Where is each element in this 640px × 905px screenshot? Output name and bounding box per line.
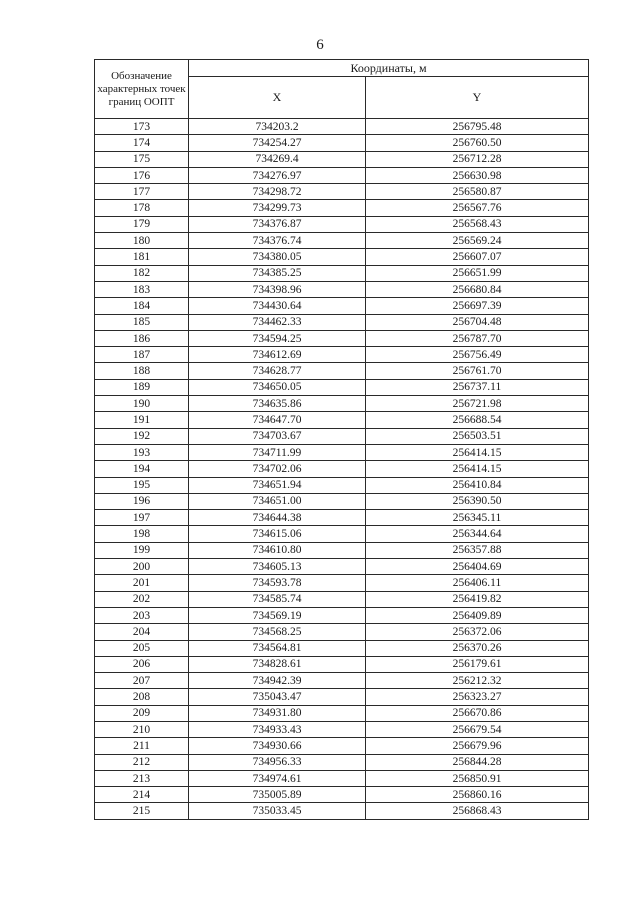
- header-coordinates: Координаты, м: [189, 60, 589, 77]
- table-row: [95, 379, 589, 395]
- cell-point-number: 181: [95, 249, 189, 265]
- cell-x: 734615.06: [189, 526, 366, 542]
- cell-point-number: 209: [95, 705, 189, 721]
- table-row: [95, 184, 589, 200]
- table-row: [95, 330, 589, 346]
- cell-x: 734298.72: [189, 184, 366, 200]
- cell-x: 734702.06: [189, 461, 366, 477]
- cell-point-number: 178: [95, 200, 189, 216]
- table-row: [95, 151, 589, 167]
- table-row: [95, 738, 589, 754]
- table-row: [95, 754, 589, 770]
- cell-x: 734711.99: [189, 444, 366, 460]
- cell-x: 734605.13: [189, 559, 366, 575]
- page-number: 6: [316, 37, 324, 53]
- cell-y: 256345.11: [366, 510, 589, 526]
- cell-y: 256844.28: [366, 754, 589, 770]
- cell-y: 256704.48: [366, 314, 589, 330]
- cell-y: 256868.43: [366, 803, 589, 819]
- cell-x: 734933.43: [189, 721, 366, 737]
- table-row: [95, 510, 589, 526]
- cell-point-number: 193: [95, 444, 189, 460]
- cell-point-number: 190: [95, 396, 189, 412]
- table-row: [95, 249, 589, 265]
- cell-y: 256721.98: [366, 396, 589, 412]
- cell-x: 734398.96: [189, 281, 366, 297]
- table-row: [95, 135, 589, 151]
- cell-point-number: 189: [95, 379, 189, 395]
- table-row: [95, 656, 589, 672]
- cell-y: 256414.15: [366, 444, 589, 460]
- cell-point-number: 198: [95, 526, 189, 542]
- cell-point-number: 212: [95, 754, 189, 770]
- table-row: [95, 461, 589, 477]
- cell-x: 734650.05: [189, 379, 366, 395]
- cell-point-number: 200: [95, 559, 189, 575]
- header-point-designation: Обозначение характерных точек границ ООПТ: [95, 60, 189, 119]
- table-row: [95, 167, 589, 183]
- table-row: [95, 526, 589, 542]
- cell-y: 256344.64: [366, 526, 589, 542]
- cell-point-number: 199: [95, 542, 189, 558]
- cell-point-number: 179: [95, 216, 189, 232]
- cell-y: 256212.32: [366, 673, 589, 689]
- cell-x: 734635.86: [189, 396, 366, 412]
- cell-y: 256414.15: [366, 461, 589, 477]
- cell-point-number: 188: [95, 363, 189, 379]
- cell-x: 734931.80: [189, 705, 366, 721]
- cell-y: 256688.54: [366, 412, 589, 428]
- cell-y: 256404.69: [366, 559, 589, 575]
- table-row: [95, 396, 589, 412]
- cell-y: 256679.54: [366, 721, 589, 737]
- cell-x: 734299.73: [189, 200, 366, 216]
- cell-point-number: 196: [95, 493, 189, 509]
- table-row: [95, 689, 589, 705]
- table-row: [95, 412, 589, 428]
- table-row: [95, 721, 589, 737]
- table-row: [95, 559, 589, 575]
- cell-y: 256569.24: [366, 233, 589, 249]
- cell-x: 735043.47: [189, 689, 366, 705]
- cell-y: 256323.27: [366, 689, 589, 705]
- coordinates-table: [94, 59, 589, 820]
- cell-point-number: 194: [95, 461, 189, 477]
- cell-x: 734628.77: [189, 363, 366, 379]
- cell-point-number: 175: [95, 151, 189, 167]
- cell-y: 256651.99: [366, 265, 589, 281]
- cell-point-number: 210: [95, 721, 189, 737]
- table-row: [95, 347, 589, 363]
- cell-point-number: 215: [95, 803, 189, 819]
- cell-y: 256850.91: [366, 770, 589, 786]
- cell-y: 256409.89: [366, 607, 589, 623]
- cell-point-number: 191: [95, 412, 189, 428]
- cell-y: 256390.50: [366, 493, 589, 509]
- cell-point-number: 183: [95, 281, 189, 297]
- table-row: [95, 428, 589, 444]
- header-x: X: [189, 77, 366, 119]
- table-row: [95, 803, 589, 819]
- cell-x: 734376.87: [189, 216, 366, 232]
- cell-x: 734930.66: [189, 738, 366, 754]
- cell-y: 256680.84: [366, 281, 589, 297]
- cell-x: 734651.94: [189, 477, 366, 493]
- cell-point-number: 187: [95, 347, 189, 363]
- cell-x: 734269.4: [189, 151, 366, 167]
- table-row: [95, 265, 589, 281]
- cell-y: 256179.61: [366, 656, 589, 672]
- cell-x: 734569.19: [189, 607, 366, 623]
- cell-x: 734974.61: [189, 770, 366, 786]
- cell-y: 256679.96: [366, 738, 589, 754]
- table-row: [95, 119, 589, 135]
- cell-point-number: 204: [95, 624, 189, 640]
- cell-x: 734703.67: [189, 428, 366, 444]
- cell-x: 734254.27: [189, 135, 366, 151]
- table-row: [95, 314, 589, 330]
- cell-point-number: 203: [95, 607, 189, 623]
- cell-y: 256737.11: [366, 379, 589, 395]
- table-row: [95, 705, 589, 721]
- cell-point-number: 207: [95, 673, 189, 689]
- cell-x: 734376.74: [189, 233, 366, 249]
- cell-point-number: 176: [95, 167, 189, 183]
- cell-point-number: 195: [95, 477, 189, 493]
- table-row: [95, 770, 589, 786]
- table-row: [95, 591, 589, 607]
- cell-x: 734594.25: [189, 330, 366, 346]
- cell-y: 256697.39: [366, 298, 589, 314]
- cell-point-number: 205: [95, 640, 189, 656]
- cell-y: 256357.88: [366, 542, 589, 558]
- table-row: [95, 787, 589, 803]
- cell-y: 256630.98: [366, 167, 589, 183]
- cell-x: 734462.33: [189, 314, 366, 330]
- cell-y: 256607.07: [366, 249, 589, 265]
- cell-point-number: 173: [95, 119, 189, 135]
- table-row: [95, 200, 589, 216]
- table-row: [95, 640, 589, 656]
- cell-y: 256787.70: [366, 330, 589, 346]
- cell-point-number: 214: [95, 787, 189, 803]
- cell-point-number: 192: [95, 428, 189, 444]
- cell-y: 256372.06: [366, 624, 589, 640]
- table-row: [95, 493, 589, 509]
- cell-y: 256406.11: [366, 575, 589, 591]
- cell-point-number: 185: [95, 314, 189, 330]
- cell-y: 256410.84: [366, 477, 589, 493]
- table-row: [95, 542, 589, 558]
- cell-x: 734644.38: [189, 510, 366, 526]
- cell-point-number: 182: [95, 265, 189, 281]
- cell-point-number: 213: [95, 770, 189, 786]
- cell-point-number: 177: [95, 184, 189, 200]
- table-row: [95, 363, 589, 379]
- cell-x: 734564.81: [189, 640, 366, 656]
- cell-point-number: 202: [95, 591, 189, 607]
- table-row: [95, 477, 589, 493]
- table-row: [95, 444, 589, 460]
- cell-x: 734585.74: [189, 591, 366, 607]
- table-row: [95, 298, 589, 314]
- cell-x: 734276.97: [189, 167, 366, 183]
- table-row: [95, 216, 589, 232]
- cell-y: 256795.48: [366, 119, 589, 135]
- cell-x: 734956.33: [189, 754, 366, 770]
- table-row: [95, 607, 589, 623]
- cell-x: 734610.80: [189, 542, 366, 558]
- cell-x: 734647.70: [189, 412, 366, 428]
- cell-point-number: 211: [95, 738, 189, 754]
- cell-y: 256567.76: [366, 200, 589, 216]
- cell-y: 256568.43: [366, 216, 589, 232]
- cell-x: 734612.69: [189, 347, 366, 363]
- table-row: [95, 281, 589, 297]
- table-row: [95, 233, 589, 249]
- table-row: [95, 575, 589, 591]
- cell-y: 256670.86: [366, 705, 589, 721]
- cell-y: 256860.16: [366, 787, 589, 803]
- cell-y: 256761.70: [366, 363, 589, 379]
- cell-x: 734385.25: [189, 265, 366, 281]
- table-body: [95, 119, 589, 820]
- cell-x: 734430.64: [189, 298, 366, 314]
- cell-point-number: 186: [95, 330, 189, 346]
- cell-x: 734651.00: [189, 493, 366, 509]
- cell-point-number: 174: [95, 135, 189, 151]
- cell-x: 734942.39: [189, 673, 366, 689]
- cell-x: 734828.61: [189, 656, 366, 672]
- table-row: [95, 624, 589, 640]
- cell-point-number: 208: [95, 689, 189, 705]
- cell-point-number: 197: [95, 510, 189, 526]
- cell-x: 734380.05: [189, 249, 366, 265]
- header-y: Y: [366, 77, 589, 119]
- cell-point-number: 206: [95, 656, 189, 672]
- cell-x: 735005.89: [189, 787, 366, 803]
- cell-point-number: 201: [95, 575, 189, 591]
- cell-x: 734568.25: [189, 624, 366, 640]
- cell-x: 735033.45: [189, 803, 366, 819]
- table-row: [95, 673, 589, 689]
- cell-y: 256580.87: [366, 184, 589, 200]
- cell-y: 256419.82: [366, 591, 589, 607]
- cell-point-number: 180: [95, 233, 189, 249]
- cell-y: 256370.26: [366, 640, 589, 656]
- cell-x: 734203.2: [189, 119, 366, 135]
- cell-y: 256712.28: [366, 151, 589, 167]
- cell-point-number: 184: [95, 298, 189, 314]
- cell-y: 256760.50: [366, 135, 589, 151]
- cell-x: 734593.78: [189, 575, 366, 591]
- cell-y: 256756.49: [366, 347, 589, 363]
- cell-y: 256503.51: [366, 428, 589, 444]
